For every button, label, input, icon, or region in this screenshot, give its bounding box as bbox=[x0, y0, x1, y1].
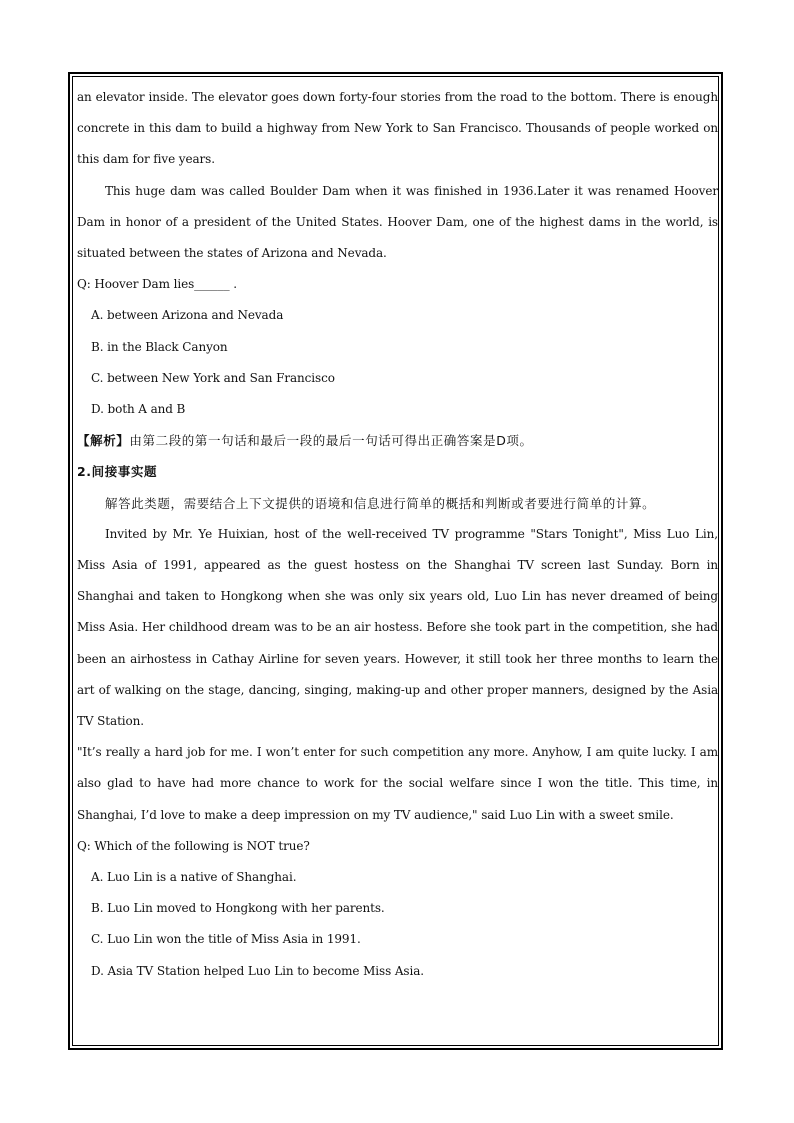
passage-paragraph-3: Invited by Mr. Ye Huixian, host of the well-received TV programme "Stars Tonight", Miss Luo Lin, Miss Asia of 1991, appeared as the guest hostess on the Shanghai TV screen last Sunday. Born in Shanghai and taken to Hongkong when she was only six years old, Luo Lin has never dreamed of being Miss Asia. Her childhood dream was to be an air hostess. Before she took part in the competition, she had been an airhostess in Cathay Airline for seven years. However, it still took her three months to learn the art of walking on the stage, dancing, singing, making-up and other proper manners, designed by the Asia TV Station. bbox=[77, 526, 718, 729]
q1-option-c: C. between New York and San Francisco bbox=[91, 370, 335, 385]
q1-analysis bbox=[77, 425, 718, 456]
passage-paragraph-2: This huge dam was called Boulder Dam when it was finished in 1936.Later it was renamed Hoover Dam in honor of a president of the United States. Hoover Dam, one of the highest dams in the world, is situated between the states of Arizona and Nevada. bbox=[77, 183, 718, 261]
q2-option-b: B. Luo Lin moved to Hongkong with her parents. bbox=[91, 901, 385, 916]
q2-option-c: C. Luo Lin won the title of Miss Asia in 1991. bbox=[91, 932, 361, 947]
q2-option-a: A. Luo Lin is a native of Shanghai. bbox=[91, 870, 297, 885]
question-2: Q: Which of the following is NOT true? bbox=[77, 838, 310, 853]
question-1: Q: Hoover Dam lies______ . bbox=[77, 277, 237, 292]
analysis-label: 【解析】 bbox=[77, 433, 130, 449]
passage-paragraph-4: "It’s really a hard job for me. I won’t enter for such competition any more. Anyhow, I am quite lucky. I am also glad to have had more chance to work for the social welfare since I won the title. This time, in Shanghai, I’d love to make a deep impression on my TV audience," said Luo Lin with a sweet smile. bbox=[77, 745, 718, 822]
q1-option-d: D. both A and B bbox=[91, 402, 186, 417]
page-border bbox=[68, 72, 723, 1050]
q1-option-b: B. in the Black Canyon bbox=[91, 339, 228, 354]
q1-option-a: A. between Arizona and Nevada bbox=[91, 308, 284, 323]
section-2-heading: 2.间接事实题 bbox=[77, 464, 158, 480]
analysis-text: 由第二段的第一句话和最后一段的最后一句话可得出正确答案是D项。 bbox=[129, 433, 533, 449]
q2-option-d: D. Asia TV Station helped Luo Lin to become Miss Asia. bbox=[91, 963, 424, 978]
passage-paragraph-1: an elevator inside. The elevator goes down forty-four stories from the road to the bottom. There is enough concrete in this dam to build a highway from New York to San Francisco. Thousands of people worked on this dam for five years. bbox=[77, 90, 718, 167]
section-2-intro: 解答此类题，需要结合上下文提供的语境和信息进行简单的概括和判断或者要进行简单的计算。 bbox=[105, 495, 656, 511]
document-body bbox=[77, 82, 718, 987]
